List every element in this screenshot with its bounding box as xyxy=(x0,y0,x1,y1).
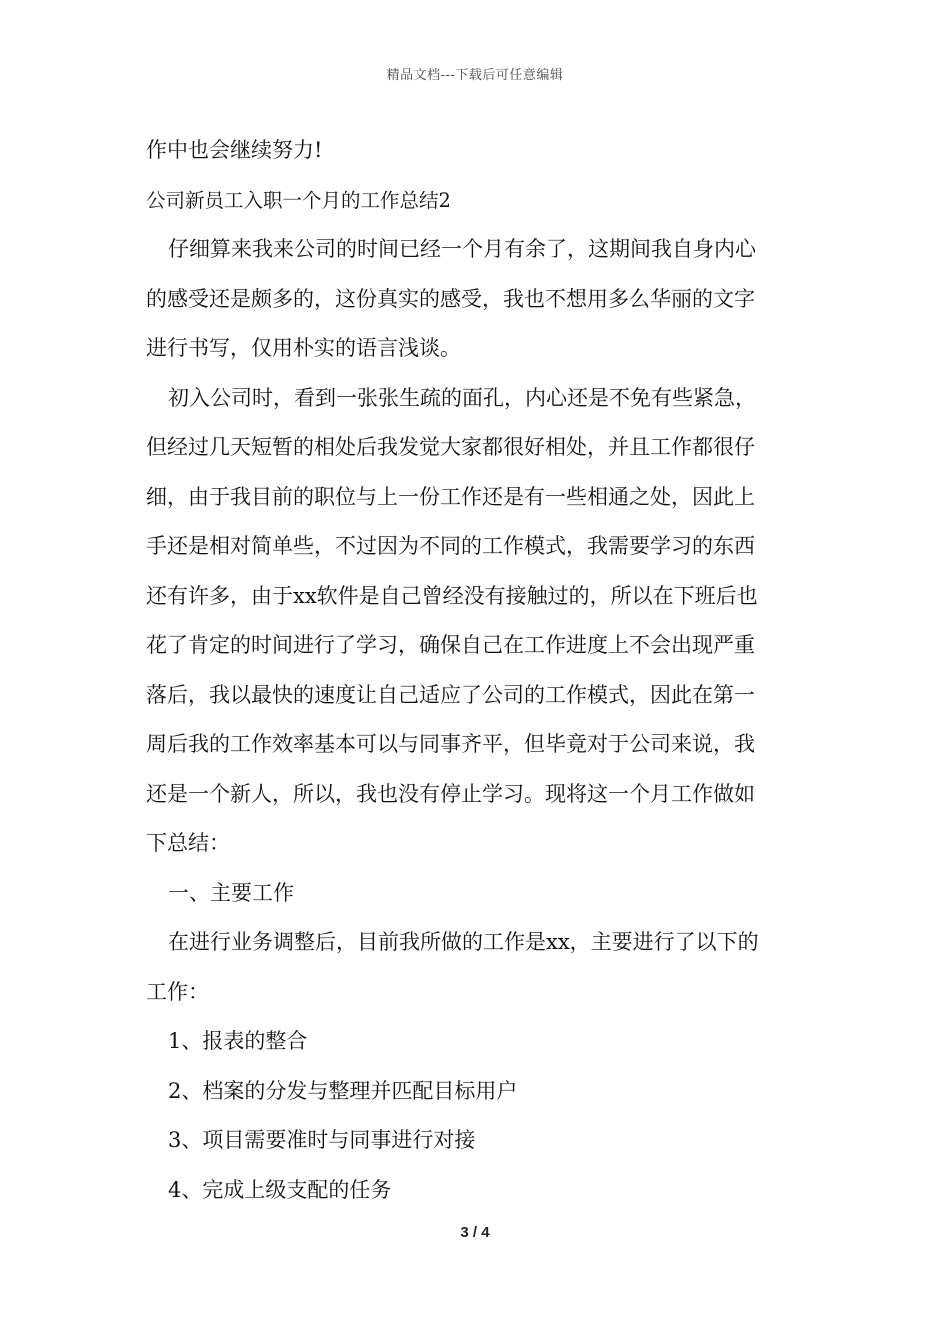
section-heading: 一、主要工作 xyxy=(168,880,294,905)
paragraph-line: 还有许多，由于xx软件是自己曾经没有接触过的，所以在下班后也 xyxy=(146,583,758,608)
paragraph-line: 花了肯定的时间进行了学习，确保自己在工作进度上不会出现严重 xyxy=(146,633,755,657)
paragraph-line: 细，由于我目前的职位与上一份工作还是有一些相通之处，因此上 xyxy=(146,484,755,509)
paragraph-line: 周后我的工作效率基本可以与同事齐平，但毕竟对于公司来说，我 xyxy=(146,732,755,756)
list-item: 3、项目需要准时与同事进行对接 xyxy=(168,1128,476,1152)
document-body xyxy=(146,126,806,1215)
paragraph-line: 的感受还是颇多的，这份真实的感受，我也不想用多么华丽的文字 xyxy=(146,286,755,311)
page-number: 3 / 4 xyxy=(460,1224,490,1241)
list-item: 1、报表的整合 xyxy=(168,1029,308,1053)
paragraph-line: 初入公司时，看到一张张生疏的面孔，内心还是不免有些紧急， xyxy=(168,385,756,410)
paragraph-line: 下总结： xyxy=(146,831,230,855)
paragraph-line: 进行书写，仅用朴实的语言浅谈。 xyxy=(146,336,461,360)
list-item: 4、完成上级支配的任务 xyxy=(168,1177,392,1202)
section-title: 公司新员工入职一个月的工作总结2 xyxy=(146,188,451,212)
paragraph-line: 落后，我以最快的速度让自己适应了公司的工作模式，因此在第一 xyxy=(146,682,755,707)
list-item: 2、档案的分发与整理并匹配目标用户 xyxy=(168,1078,518,1103)
paragraph-line: 但经过几天短暂的相处后我发觉大家都很好相处，并且工作都很仔 xyxy=(146,435,755,459)
paragraph-line: 在进行业务调整后，目前我所做的工作是xx，主要进行了以下的 xyxy=(168,930,759,954)
page-header: 精品文档---下载后可任意编辑 xyxy=(386,68,564,83)
paragraph-line: 作中也会继续努力! xyxy=(146,138,323,162)
paragraph-line: 手还是相对简单些，不过因为不同的工作模式，我需要学习的东西 xyxy=(146,534,755,558)
paragraph-line: 工作： xyxy=(146,979,209,1004)
paragraph-line: 仔细算来我来公司的时间已经一个月有余了，这期间我自身内心 xyxy=(168,237,756,261)
paragraph-line: 还是一个新人，所以，我也没有停止学习。现将这一个月工作做如 xyxy=(146,781,755,806)
